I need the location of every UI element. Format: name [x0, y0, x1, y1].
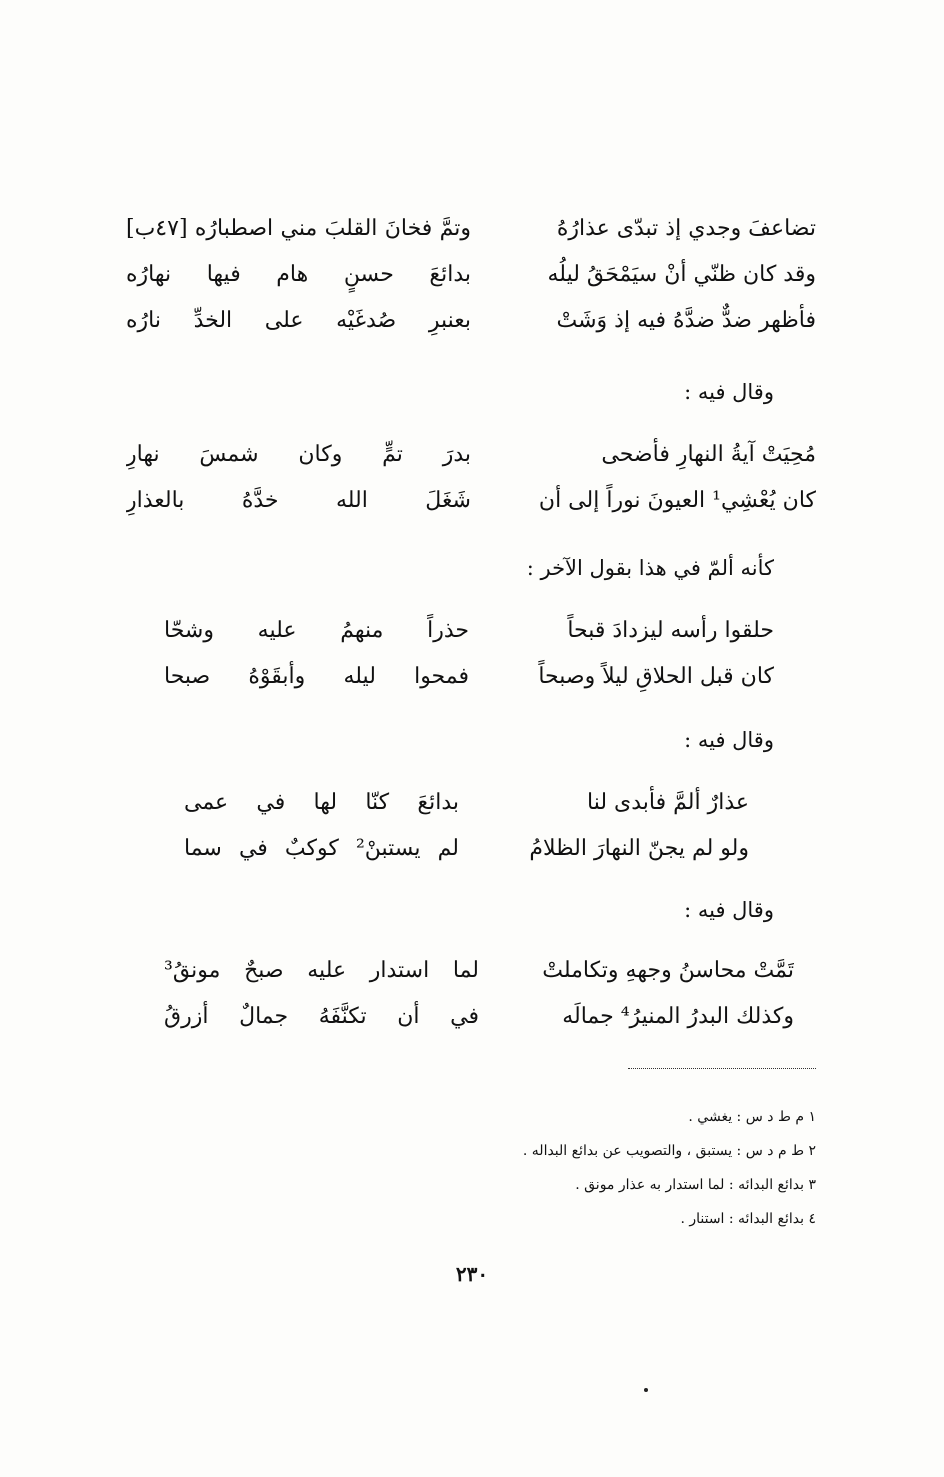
- poem-block-4: [184, 780, 749, 872]
- verse-second-hemistich: لم يستبنْ² كوكبٌ في سما: [184, 836, 459, 861]
- verse-second-hemistich: حذراً منهمُ عليه وشحّا: [164, 618, 469, 643]
- verse-second-hemistich: لما استدار عليه صبحٌ مونقُ³: [164, 958, 479, 983]
- verse-second-hemistich: شَغَلَ الله خدَّهُ بالعذارِ: [126, 488, 471, 513]
- verse-line: [126, 252, 816, 298]
- poem-block-1: [126, 206, 816, 344]
- poem-block-5: [164, 948, 794, 1040]
- verse-second-hemistich: بدرَ تمٍّ وكان شمسَ نهارِ: [126, 442, 471, 467]
- section-intro: وقال فيه :: [684, 898, 774, 922]
- verse-second-hemistich: بدائعَ كنّا لها في عمى: [184, 790, 459, 815]
- verse-line: [164, 654, 774, 700]
- poem-block-3: [164, 608, 774, 700]
- section-intro: كأنه ألمّ في هذا بقول الآخر :: [526, 556, 774, 580]
- verse-first-hemistich: تضاعفَ وجدي إذ تبدّى عذارُهُ: [556, 216, 816, 241]
- verse-second-hemistich: وتمَّ فخانَ القلبَ مني اصطبارُه [٤٧ب]: [126, 216, 471, 241]
- verse-first-hemistich: تَمَّتْ محاسنُ وجههِ وتكاملتْ: [542, 958, 794, 983]
- footnote-3: ٣ بدائع البدائه : لما استدار به عذار مونق .: [575, 1177, 816, 1193]
- footnote-2: ٢ ط م د س : يستبق ، والتصويب عن بدائع البداله .: [522, 1143, 816, 1159]
- verse-first-hemistich: حلقوا رأسه ليزدادَ قبحاً: [567, 618, 774, 643]
- verse-first-hemistich: كان قبل الحلاقِ ليلاً وصبحاً: [538, 664, 774, 689]
- verse-line: [164, 948, 794, 994]
- verse-line: [184, 780, 749, 826]
- footnote-1: ١ م ط د س : يغشي .: [688, 1109, 816, 1125]
- verse-second-hemistich: فمحوا ليله وأبقَوْهُ صبحا: [164, 664, 469, 689]
- section-intro: وقال فيه :: [684, 380, 774, 404]
- verse-first-hemistich: فأظهر ضدٌّ ضدَّهُ فيه إذ وَشَتْ: [556, 308, 816, 333]
- section-intro: وقال فيه :: [684, 728, 774, 752]
- page-number: ٢٣٠: [455, 1262, 489, 1286]
- verse-first-hemistich: وكذلك البدرُ المنيرُ⁴ جمالَه: [562, 1004, 794, 1029]
- verse-second-hemistich: بعنبرِ صُدغَيْه على الخدِّ نارُه: [126, 308, 471, 333]
- ink-speck: [644, 1388, 648, 1392]
- verse-line: [164, 994, 794, 1040]
- verse-first-hemistich: عذارٌ ألمَّ فأبدى لنا: [586, 790, 749, 815]
- verse-line: [184, 826, 749, 872]
- verse-line: [126, 432, 816, 478]
- verse-first-hemistich: ولو لم يجنّ النهارَ الظلامُ: [529, 836, 749, 861]
- verse-first-hemistich: وقد كان ظنّي أنْ سيَمْحَقُ ليلُه: [547, 262, 816, 287]
- footnote-separator: [628, 1068, 816, 1069]
- verse-line: [126, 478, 816, 524]
- footnote-4: ٤ بدائع البدائه : استنار .: [680, 1211, 816, 1227]
- verse-second-hemistich: في أن تكنَّفَهُ جمالٌ أزرقُ: [164, 1004, 479, 1029]
- footnotes: [116, 1100, 816, 1236]
- poem-block-2: [126, 432, 816, 524]
- verse-line: [164, 608, 774, 654]
- verse-first-hemistich: مُحِيَتْ آيةُ النهارِ فأضحى: [601, 442, 816, 467]
- verse-line: [126, 298, 816, 344]
- verse-first-hemistich: كان يُعْشِي¹ العيونَ نوراً إلى أن: [538, 488, 816, 513]
- verse-line: [126, 206, 816, 252]
- verse-second-hemistich: بدائعَ حسنٍ هام فيها نهارُه: [126, 262, 471, 287]
